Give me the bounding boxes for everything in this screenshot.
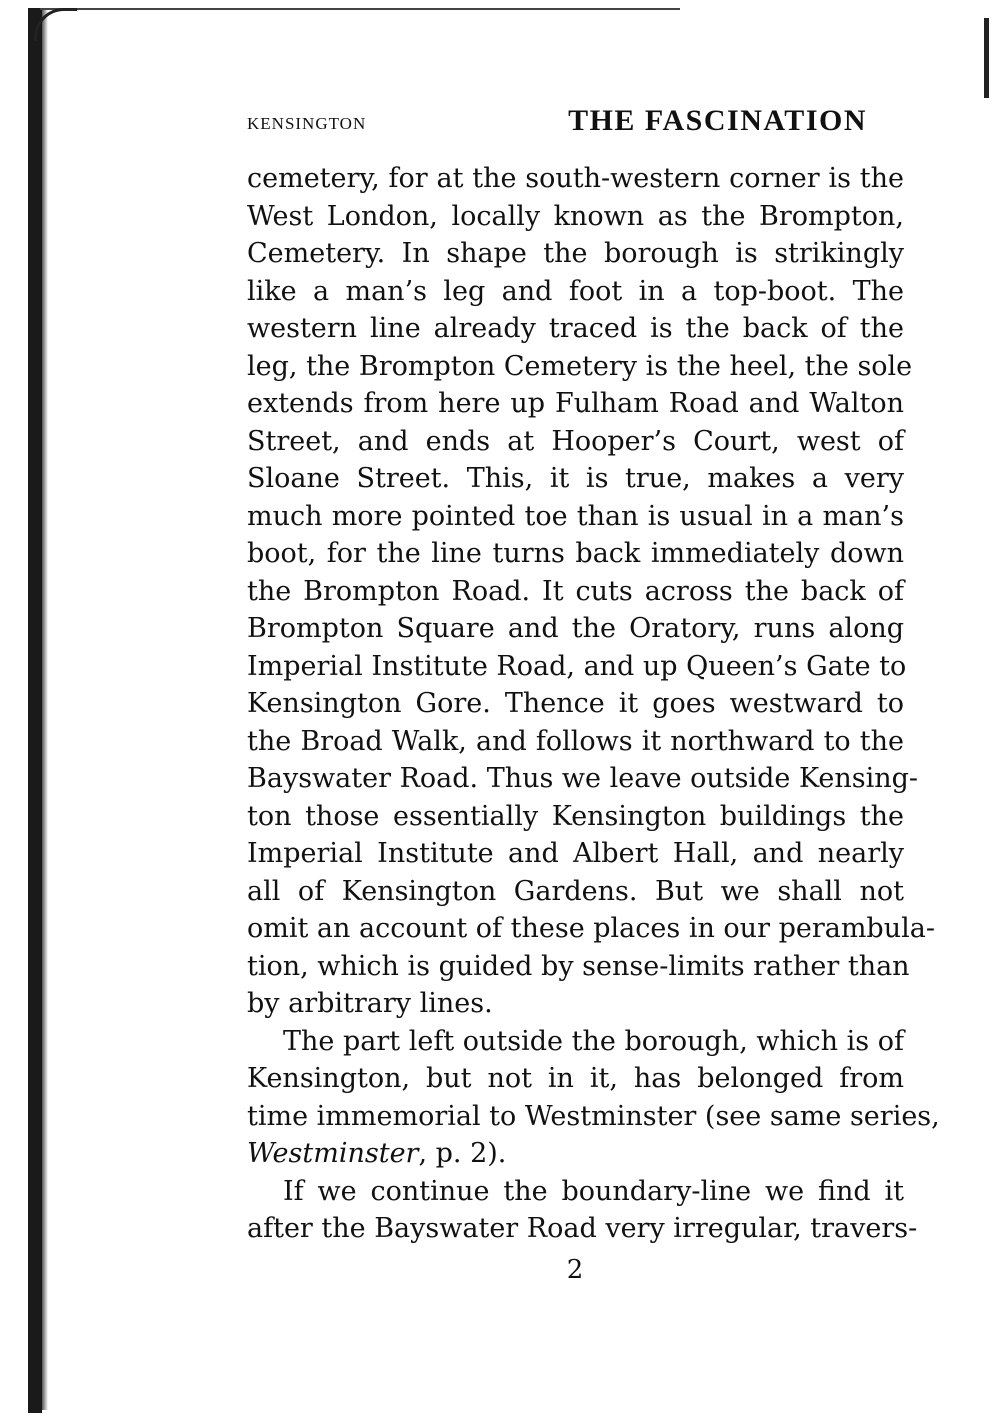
text-line: Kensington, but not in it, has belonged from bbox=[247, 1063, 904, 1094]
text-line-paragraph-start: The part left outside the borough, which is of bbox=[283, 1025, 904, 1057]
text-line: after the Bayswater Road very irregular, travers- bbox=[247, 1213, 918, 1244]
text-line: omit an account of these places in our perambula- bbox=[247, 913, 935, 944]
text-line: Imperial Institute and Albert Hall, and nearly bbox=[247, 838, 904, 869]
text-line: tion, which is guided by sense-limits rather than bbox=[247, 950, 910, 982]
text-line: all of Kensington Gardens. But we shall not bbox=[247, 875, 904, 907]
text-line: West London, locally known as the Brompton, bbox=[247, 200, 904, 232]
text-line: Bayswater Road. Thus we leave outside Kensing- bbox=[247, 763, 919, 794]
text-line: the Broad Walk, and follows it northward to the bbox=[247, 725, 904, 757]
text-line-paragraph-end bbox=[247, 1135, 904, 1173]
body-text bbox=[247, 160, 940, 1248]
text-line: Brompton Square and the Oratory, runs along bbox=[247, 613, 904, 644]
page-number: 2 bbox=[566, 1255, 584, 1285]
text-line: time immemorial to Westminster (see same series, bbox=[247, 1100, 940, 1132]
text-line: extends from here up Fulham Road and Walton bbox=[247, 388, 904, 419]
page-spine-fade bbox=[42, 10, 48, 1410]
text-line: much more pointed toe than is usual in a man’s bbox=[247, 500, 904, 532]
text-line: Sloane Street. This, it is true, makes a very bbox=[247, 463, 904, 494]
running-head-left: KENSINGTON bbox=[247, 114, 367, 133]
text-line: Cemetery. In shape the borough is strikingly bbox=[247, 238, 904, 269]
text-line: cemetery, for at the south-western corner is the bbox=[247, 163, 904, 194]
text-line: western line already traced is the back of the bbox=[247, 313, 904, 344]
text-line-paragraph-end: by arbitrary lines. bbox=[247, 988, 493, 1019]
text-line: Street, and ends at Hooper’s Court, west of bbox=[247, 425, 904, 457]
text-line: boot, for the line turns back immediately down bbox=[247, 538, 904, 569]
running-head-right: THE FASCINATION bbox=[568, 104, 867, 137]
text-line-paragraph-start: If we continue the boundary-line we find it bbox=[283, 1175, 904, 1207]
text-line: the Brompton Road. It cuts across the back of bbox=[247, 575, 904, 607]
text-fragment: , p. 2). bbox=[418, 1138, 507, 1169]
italic-title: Westminster bbox=[247, 1138, 419, 1169]
text-line: Kensington Gore. Thence it goes westward to bbox=[247, 688, 904, 719]
page-spine-shadow bbox=[28, 8, 42, 1413]
text-line: Imperial Institute Road, and up Queen’s Gate to bbox=[247, 650, 907, 682]
text-line: ton those essentially Kensington buildings the bbox=[247, 800, 904, 832]
text-line: leg, the Brompton Cemetery is the heel, the sole bbox=[247, 350, 913, 382]
text-line: like a man’s leg and foot in a top-boot. The bbox=[247, 275, 904, 307]
page-right-edge-mark bbox=[984, 18, 989, 98]
running-head bbox=[247, 104, 867, 144]
page-top-edge bbox=[40, 8, 680, 10]
